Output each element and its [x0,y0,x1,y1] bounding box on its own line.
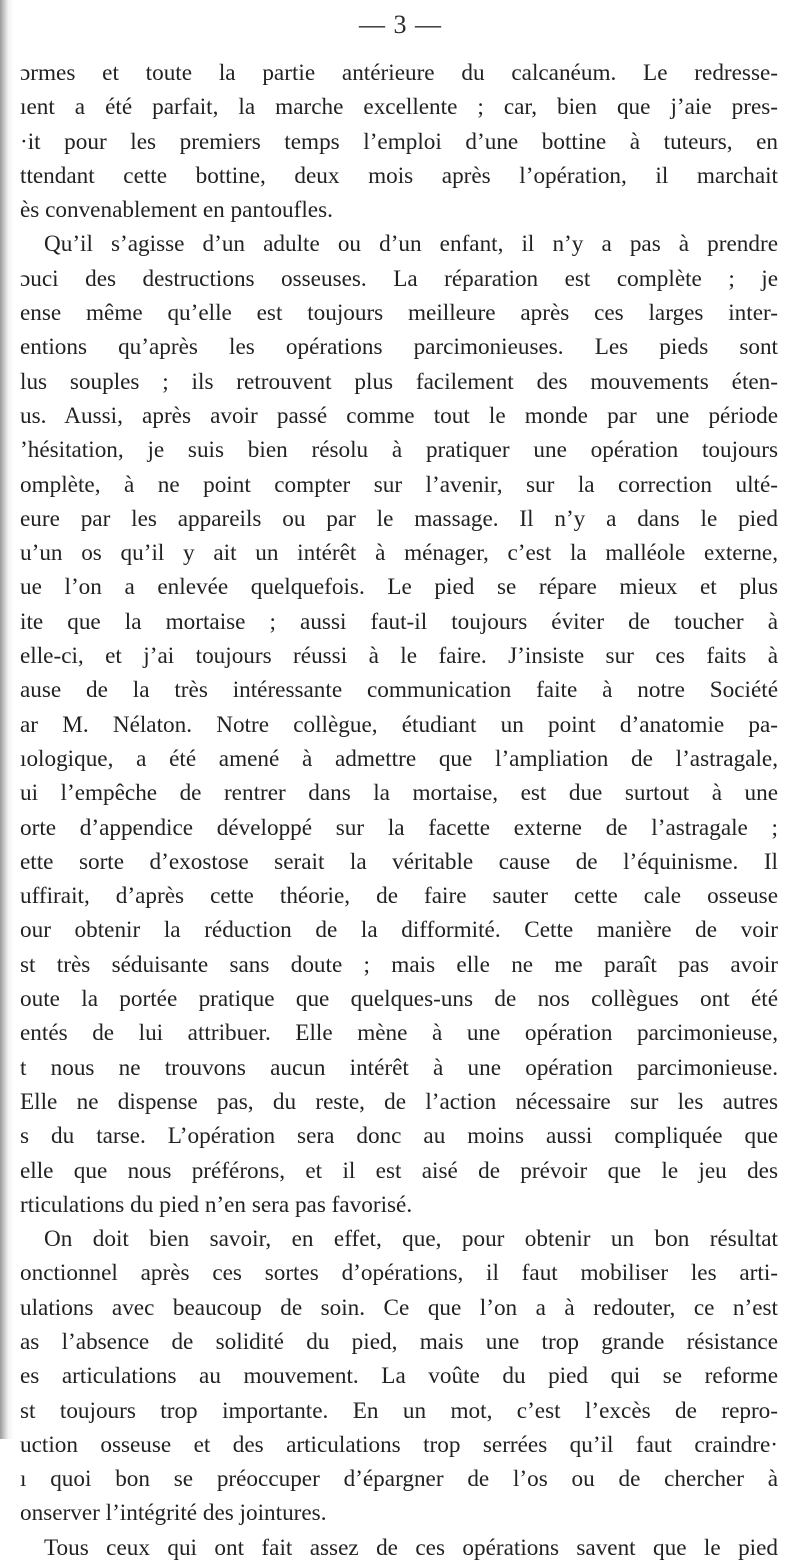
text-line: t nous ne trouvons aucun intérêt à une opération parcimonieuse. [20,1054,778,1081]
text-line: ı quoi bon se préoccuper d’épargner de l’os ou de chercher à [20,1466,778,1493]
text-line: ɔuci des destructions osseuses. La réparation est complète ; je [20,265,778,292]
text-line: ulations avec beaucoup de soin. Ce que l’on a à redouter, ce n’est [20,1294,778,1321]
text-line: ıologique, a été amené à admettre que l’ampliation de l’astragale, [20,745,778,772]
text-line: ense même qu’elle est toujours meilleure après ces larges inter- [20,300,778,327]
text-line: ttendant cette bottine, deux mois après l’opération, il marchait [20,162,778,189]
text-line: us. Aussi, après avoir passé comme tout le monde par une période [20,402,778,429]
text-line: onserver l’intégrité des jointures. [20,1500,327,1527]
text-line: uction osseuse et des articulations trop serrées qu’il faut craindre· [20,1431,778,1458]
text-line: eure par les appareils ou par le massage. Il n’y a dans le pied [20,505,778,532]
text-line: u’un os qu’il y ait un intérêt à ménager, c’est la malléole externe, [20,540,778,567]
text-line: onctionnel après ces sortes d’opérations, il faut mobiliser les arti- [20,1260,778,1287]
text-line: orte d’appendice développé sur la facette externe de l’astragale ; [20,814,778,841]
text-line: Elle ne dispense pas, du reste, de l’action nécessaire sur les autres [20,1088,778,1115]
text-line: lus souples ; ils retrouvent plus facilement des mouvements éten- [20,368,778,395]
text-line: as l’absence de solidité du pied, mais une trop grande résistance [20,1328,778,1355]
text-line: On doit bien savoir, en effet, que, pour obtenir un bon résultat [44,1226,778,1253]
text-line: elle-ci, et j’ai toujours réussi à le faire. J’insiste sur ces faits à [20,643,778,670]
text-line: omplète, à ne point compter sur l’avenir, sur la correction ulté- [20,471,778,498]
page-gutter [0,0,8,1439]
text-line: oute la portée pratique que quelques-uns de nos collègues ont été [20,986,778,1013]
text-line: rticulations du pied n’en sera pas favorisé. [20,1191,413,1218]
text-line: entions qu’après les opérations parcimonieuses. Les pieds sont [20,334,778,361]
text-line: es articulations au mouvement. La voûte du pied qui se reforme [20,1363,778,1390]
text-line: ite que la mortaise ; aussi faut-il toujours éviter de toucher à [20,608,778,635]
text-line: uffirait, d’après cette théorie, de faire sauter cette cale osseuse [20,883,778,910]
page-number: — 3 — [359,10,442,39]
text-line: our obtenir la réduction de la difformité. Cette manière de voir [20,917,778,944]
body-text [20,56,778,1565]
text-line: ette sorte d’exostose serait la véritable cause de l’équinisme. Il [20,848,778,875]
text-line: entés de lui attribuer. Elle mène à une opération parcimonieuse, [20,1020,778,1047]
text-line: st très séduisante sans doute ; mais elle ne me paraît pas avoir [20,951,778,978]
text-line: ue l’on a enlevée quelquefois. Le pied se répare mieux et plus [20,574,778,601]
text-line: ause de la très intéressante communication faite à notre Société [20,677,778,704]
text-line: Qu’il s’agisse d’un adulte ou d’un enfant, il n’y a pas à prendre [44,231,778,258]
text-line: ar M. Nélaton. Notre collègue, étudiant un point d’anatomie pa- [20,711,778,738]
text-line: s du tarse. L’opération sera donc au moins aussi compliquée que [20,1123,778,1150]
text-line: ui l’empêche de rentrer dans la mortaise, est due surtout à une [20,780,778,807]
text-line: ’hésitation, je suis bien résolu à pratiquer une opération toujours [20,437,778,464]
text-line: elle que nous préférons, et il est aisé de prévoir que le jeu des [20,1157,778,1184]
text-line: Tous ceux qui ont fait assez de ces opérations savent que le pied [44,1534,778,1561]
text-line: st toujours trop importante. En un mot, c’est l’excès de repro- [20,1397,778,1424]
text-line: ès convenablement en pantoufles. [20,197,333,224]
text-line: ıent a été parfait, la marche excellente ; car, bien que j’aie pres- [20,94,778,121]
text-line: ·it pour les premiers temps l’emploi d’une bottine à tuteurs, en [20,128,778,155]
text-line: ɔrmes et toute la partie antérieure du calcanéum. Le redresse- [20,60,778,86]
